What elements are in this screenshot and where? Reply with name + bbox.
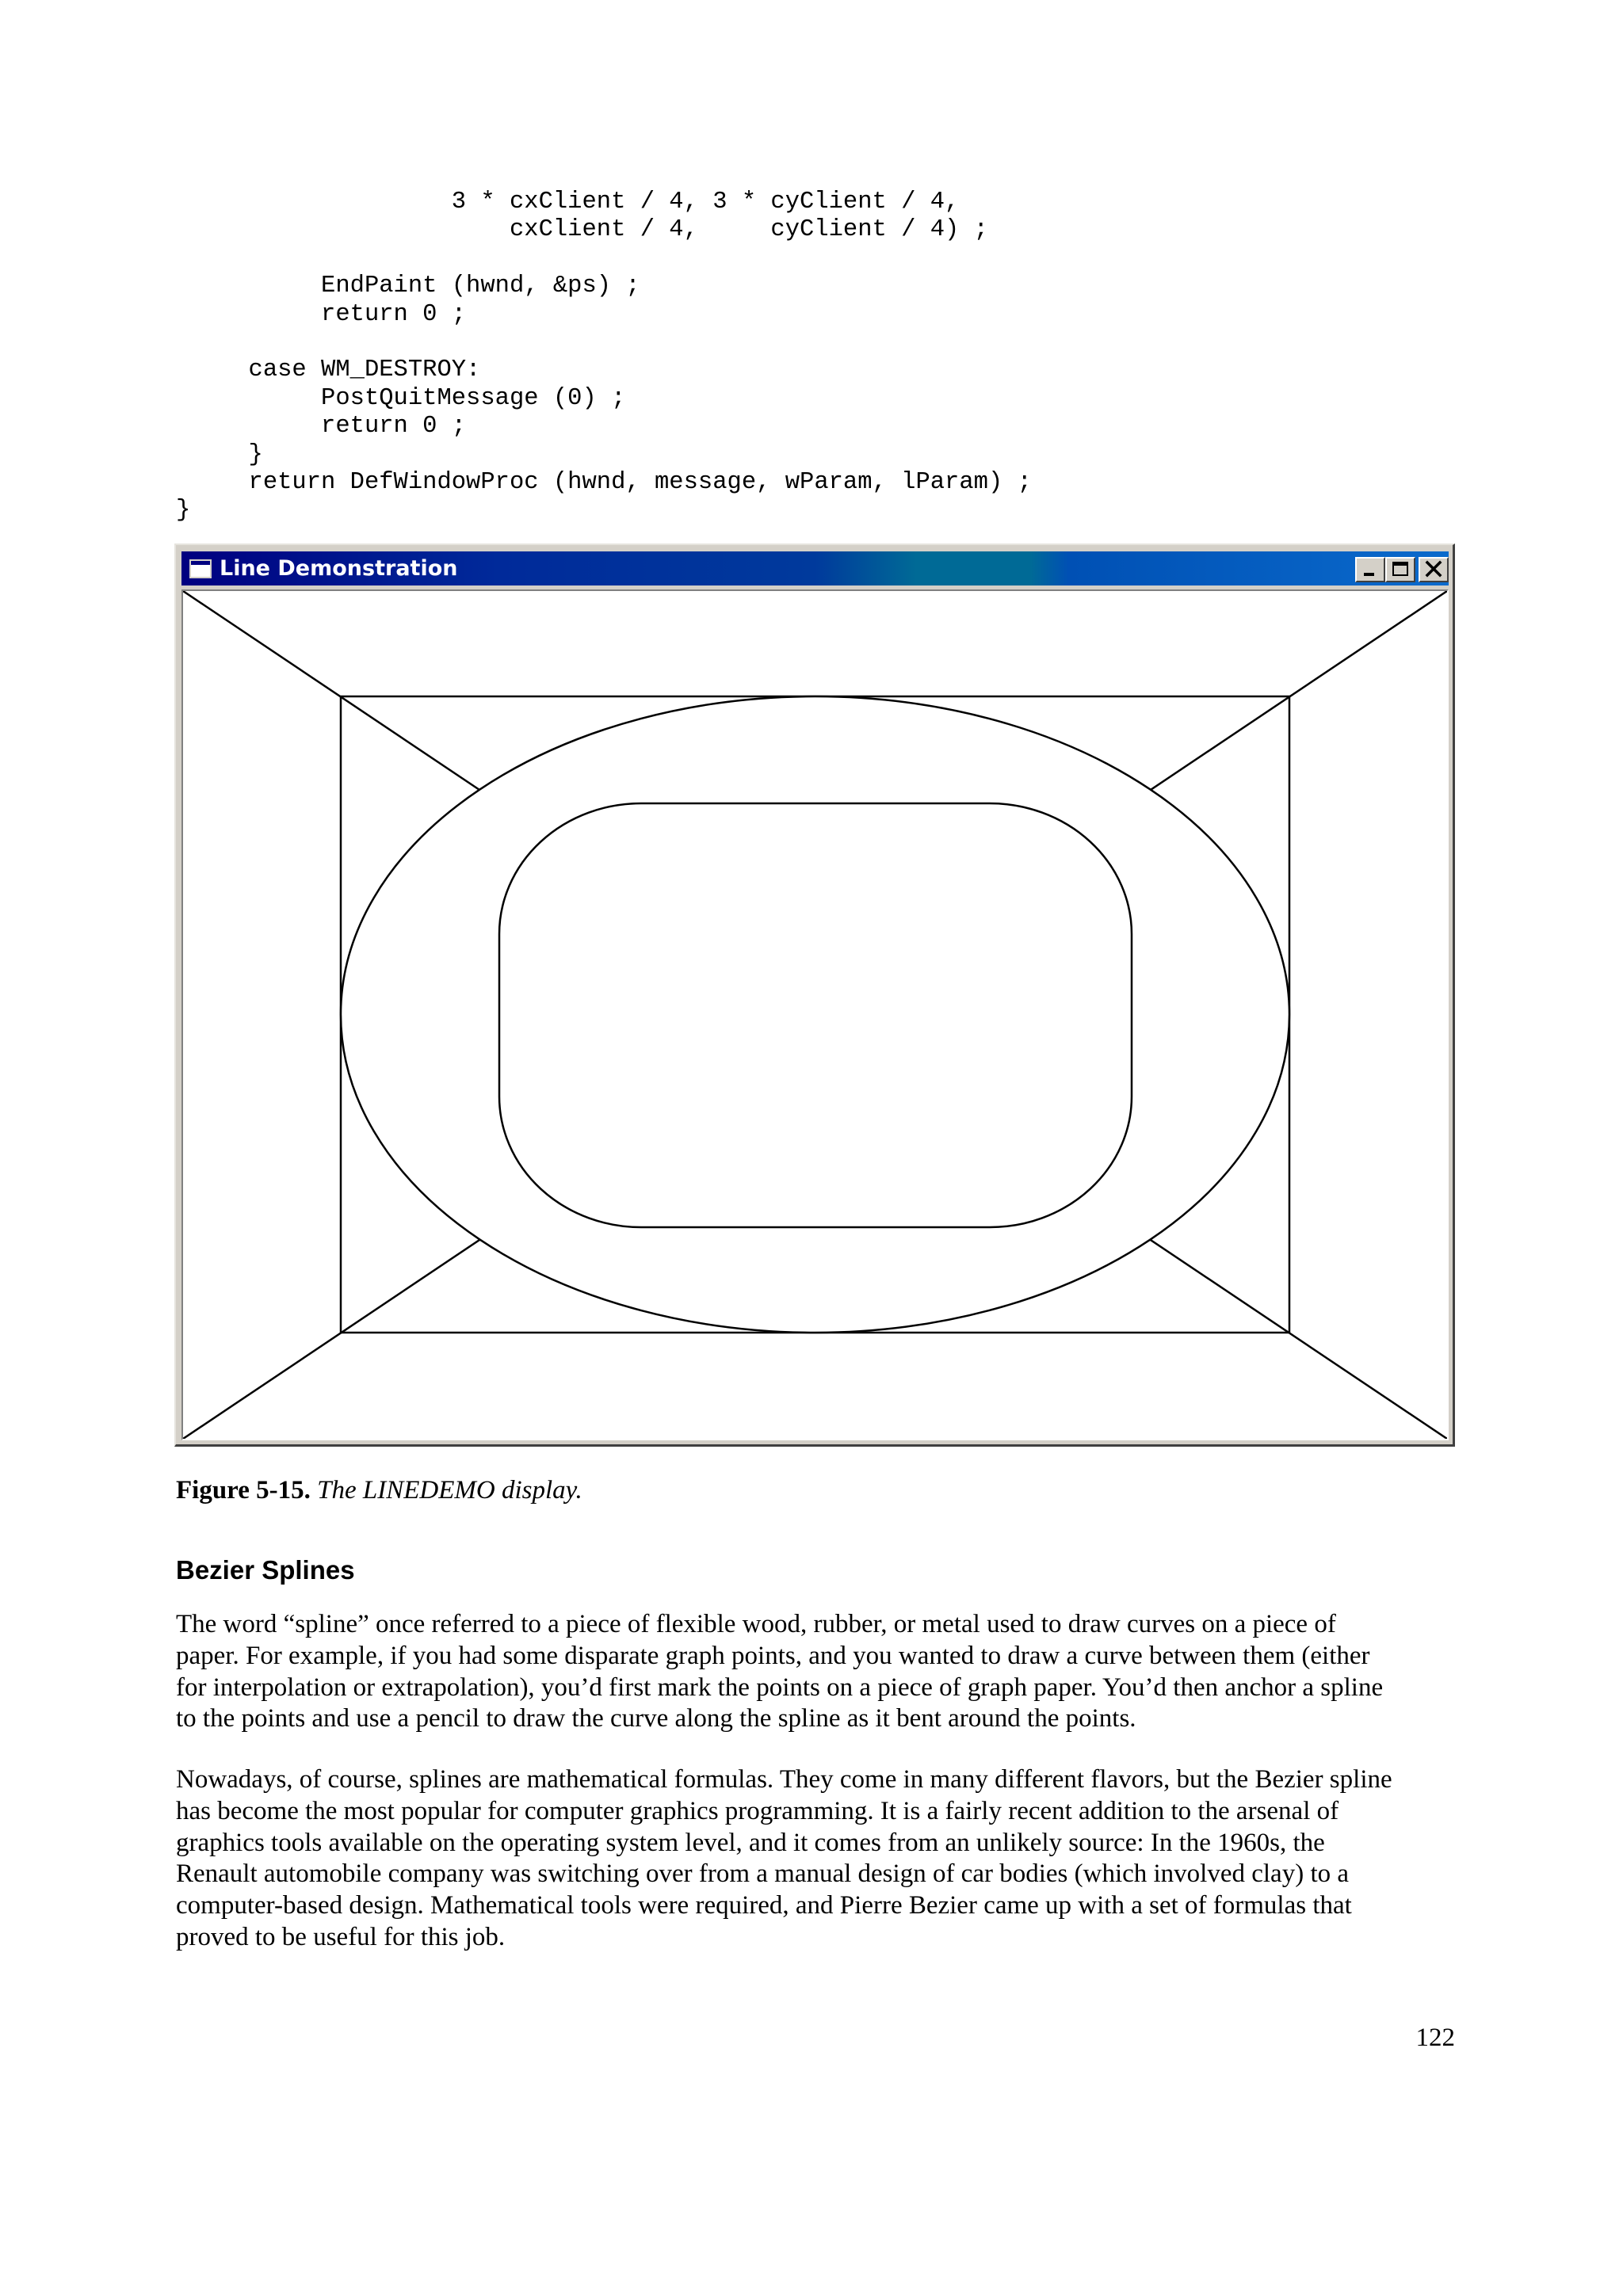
paragraph-line: for interpolation or extrapolation), you’d first mark the points on a piece of graph paper. You’d then anchor a spline bbox=[176, 1672, 1384, 1702]
linedemo-drawing bbox=[183, 591, 1447, 1439]
paragraph-line: has become the most popular for computer graphics programming. It is a fairly recent addition to the arsenal of bbox=[176, 1796, 1339, 1825]
rounded-rectangle bbox=[499, 803, 1132, 1227]
paragraph-line: graphics tools available on the operating system level, and it comes from an unlikely source: In the 1960s, the bbox=[176, 1828, 1325, 1857]
code-line: return 0 ; bbox=[176, 300, 467, 328]
close-icon bbox=[1420, 559, 1447, 581]
paragraph-line: computer-based design. Mathematical tools were required, and Pierre Bezier came up with a set of formulas that bbox=[176, 1891, 1352, 1920]
code-line: EndPaint (hwnd, &ps) ; bbox=[176, 273, 640, 300]
code-listing bbox=[176, 189, 1032, 525]
code-line: case WM_DESTROY: bbox=[176, 357, 481, 384]
line-demonstration-window bbox=[174, 543, 1455, 1447]
code-line: cxClient / 4, cyClient / 4) ; bbox=[176, 216, 988, 244]
window-title: Line Demonstration bbox=[220, 556, 458, 581]
code-line: 3 * cxClient / 4, 3 * cyClient / 4, bbox=[176, 189, 960, 215]
code-line bbox=[176, 329, 1032, 357]
paragraph bbox=[176, 1609, 1460, 1735]
code-line: } bbox=[176, 441, 263, 468]
paragraph-line: proved to be useful for this job. bbox=[176, 1922, 506, 1951]
window-client-area bbox=[181, 589, 1449, 1440]
paragraph-line: paper. For example, if you had some disparate graph points, and you wanted to draw a curve between them (either bbox=[176, 1641, 1370, 1670]
paragraph-line: The word “spline” once referred to a piece of flexible wood, rubber, or metal used to draw curves on a piece of bbox=[176, 1610, 1336, 1638]
page-number: 122 bbox=[1415, 2023, 1455, 2052]
paragraph-line: Nowadays, of course, splines are mathematical formulas. They come in many different flavors, but the Bezier spline bbox=[176, 1765, 1392, 1794]
minimize-icon bbox=[1357, 559, 1384, 581]
paragraph bbox=[176, 1764, 1460, 1954]
code-line: return 0 ; bbox=[176, 413, 467, 441]
paragraph-line: to the points and use a pencil to draw the curve along the spline as it bent around the points. bbox=[176, 1704, 1136, 1733]
figure-caption-text: The LINEDEMO display. bbox=[317, 1476, 582, 1505]
paragraph-line: Renault automobile company was switching over from a manual design of car bodies (which involved clay) to a bbox=[176, 1859, 1350, 1889]
maximize-icon bbox=[1387, 559, 1414, 581]
code-line: PostQuitMessage (0) ; bbox=[176, 384, 626, 412]
window-system-icon[interactable] bbox=[189, 559, 212, 578]
close-button[interactable] bbox=[1419, 557, 1449, 582]
maximize-button[interactable] bbox=[1385, 557, 1415, 582]
code-line bbox=[176, 245, 1032, 273]
minimize-button[interactable] bbox=[1355, 557, 1385, 582]
figure-number: Figure 5-15. bbox=[176, 1476, 311, 1505]
window-titlebar[interactable] bbox=[181, 551, 1449, 585]
section-heading: Bezier Splines bbox=[176, 1555, 355, 1585]
code-line: return DefWindowProc (hwnd, message, wParam, lParam) ; bbox=[176, 468, 1032, 496]
figure-caption bbox=[176, 1474, 582, 1506]
code-line: } bbox=[176, 497, 191, 524]
